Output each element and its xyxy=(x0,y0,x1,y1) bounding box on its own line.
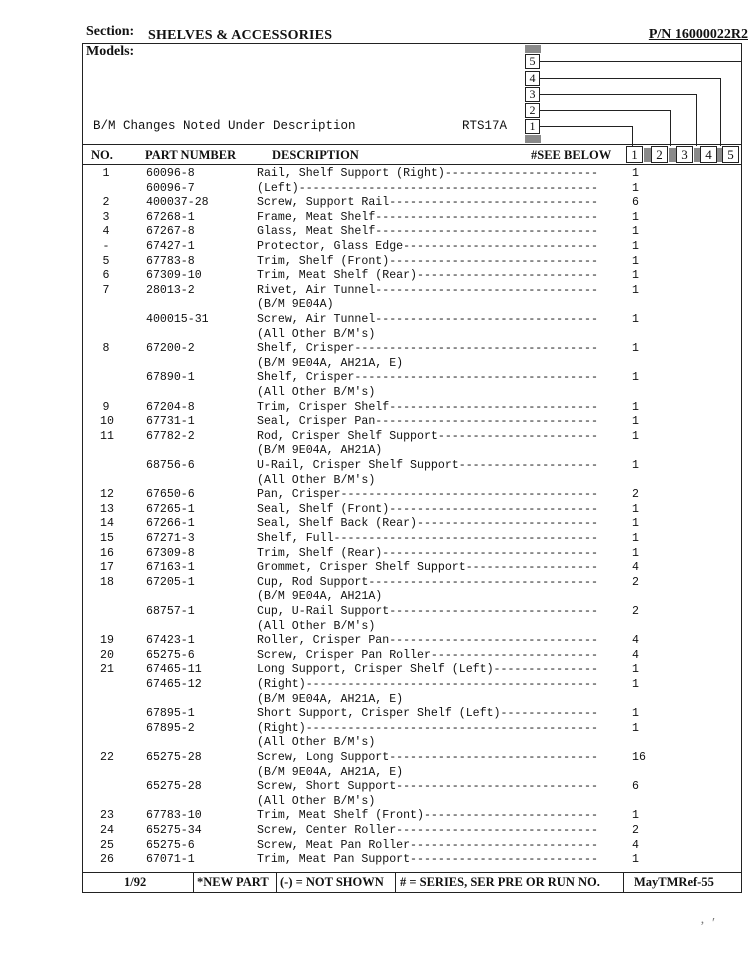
table-row: 67465-12 (Right)------------------------------------------ 1 xyxy=(146,678,639,691)
table-row: 7 28013-2 Rivet, Air Tunnel-------------------------------- 1 xyxy=(102,283,639,297)
table-row: 24 65275-34 Screw, Center Roller----------------------------- 2 xyxy=(100,824,639,837)
footer-new-part: *NEW PART xyxy=(197,875,269,889)
table-row: 17 67163-1 Grommet, Crisper Shelf Support------------------- 4 xyxy=(100,561,639,575)
column-header-see-below: #SEE BELOW xyxy=(531,148,612,162)
table-row: 8 67200-2 Shelf, Crisper----------------------------------- 1 xyxy=(102,342,639,356)
footer-reference: MayTMRef-55 xyxy=(634,875,714,889)
table-row: 19 67423-1 Roller, Crisper Pan------------------------------ 4 xyxy=(100,634,639,648)
table-row: 14 67266-1 Seal, Shelf Back (Rear)-------------------------- 1 xyxy=(100,517,639,531)
table-row: 68756-6 U-Rail, Crisper Shelf Support-------------------- 1 xyxy=(146,459,639,472)
table-row: 25 65275-6 Screw, Meat Pan Roller--------------------------- 4 xyxy=(100,838,639,852)
table-row: (All Other B/M's) xyxy=(257,473,376,487)
connector-line xyxy=(696,94,697,146)
series-box-2: 2 xyxy=(525,103,540,118)
connector-line xyxy=(632,126,633,146)
table-row: (All Other B/M's) xyxy=(257,736,376,750)
connector-line xyxy=(540,110,670,111)
connector-line xyxy=(540,94,696,95)
models-label: Models: xyxy=(86,44,135,59)
table-row: 20 65275-6 Screw, Crisper Pan Roller------------------------ 4 xyxy=(100,648,639,662)
series-column-3: 3 xyxy=(676,146,693,163)
series-column-2: 2 xyxy=(651,146,668,163)
table-row: 13 67265-1 Seal, Shelf (Front)------------------------------ 1 xyxy=(100,502,639,516)
table-row: 68757-1 Cup, U-Rail Support------------------------------ 2 xyxy=(146,605,639,618)
connector-line xyxy=(540,78,720,79)
footer-divider xyxy=(276,872,277,893)
shade-mark xyxy=(525,135,541,143)
table-row: - 67427-1 Protector, Glass Edge---------------------------- 1 xyxy=(102,240,639,253)
shade-mark xyxy=(525,45,541,53)
column-header-rule xyxy=(82,164,742,165)
table-row: 22 65275-28 Screw, Long Support------------------------------ 16 xyxy=(100,751,646,764)
table-row: (All Other B/M's) xyxy=(257,794,376,808)
connector-line xyxy=(540,61,742,62)
section-label: Section: xyxy=(86,24,135,39)
series-column-5: 5 xyxy=(722,146,739,163)
table-row: (B/M 9E04A, AH21A, E) xyxy=(257,765,404,779)
table-row: 6 67309-10 Trim, Meat Shelf (Rear)-------------------------- 1 xyxy=(102,269,639,283)
series-column-1: 1 xyxy=(626,146,643,163)
series-box-3: 3 xyxy=(525,87,540,102)
table-row: 21 67465-11 Long Support, Crisper Shelf (Left)--------------- 1 xyxy=(100,663,639,677)
table-row: (All Other B/M's) xyxy=(257,619,376,633)
table-row: 1 60096-8 Rail, Shelf Support (Right)---------------------- 1 xyxy=(102,167,639,180)
series-box-5: 5 xyxy=(525,54,540,69)
table-row: 10 67731-1 Seal, Crisper Pan-------------------------------- 1 xyxy=(100,415,639,429)
footer-series-note: # = SERIES, SER PRE OR RUN NO. xyxy=(400,875,600,889)
table-row: 400015-31 Screw, Air Tunnel-------------------------------- 1 xyxy=(146,313,639,326)
table-row: 12 67650-6 Pan, Crisper------------------------------------- 2 xyxy=(100,488,639,502)
table-row: 18 67205-1 Cup, Rod Support--------------------------------- 2 xyxy=(100,575,639,589)
table-row: (B/M 9E04A, AH21A) xyxy=(257,444,383,458)
table-row: 67895-1 Short Support, Crisper Shelf (Left)-------------- 1 xyxy=(146,707,639,721)
table-row: 60096-7 (Left)------------------------------------------- 1 xyxy=(146,181,639,195)
table-row: 5 67783-8 Trim, Shelf (Front)------------------------------ 1 xyxy=(102,254,639,268)
column-header-no: NO. xyxy=(91,148,113,162)
table-row: (All Other B/M's) xyxy=(257,327,376,341)
series-column-4: 4 xyxy=(700,146,717,163)
section-title: SHELVES & ACCESSORIES xyxy=(148,28,333,43)
table-row: 23 67783-10 Trim, Meat Shelf (Front)------------------------- 1 xyxy=(100,809,639,823)
table-row: (B/M 9E04A) xyxy=(257,298,334,312)
connector-line xyxy=(720,78,721,146)
bm-changes-note: B/M Changes Noted Under Description xyxy=(93,119,356,133)
table-row: 67895-2 (Right)------------------------------------------ 1 xyxy=(146,721,639,735)
column-header-description: DESCRIPTION xyxy=(272,148,359,162)
table-row: 16 67309-8 Trim, Shelf (Rear)------------------------------- 1 xyxy=(100,546,639,560)
footer-divider xyxy=(395,872,396,893)
table-row: (All Other B/M's) xyxy=(257,386,376,399)
series-box-4: 4 xyxy=(525,71,540,86)
header-rule xyxy=(82,144,742,145)
table-row: 4 67267-8 Glass, Meat Shelf-------------------------------- 1 xyxy=(102,225,639,239)
connector-line xyxy=(741,61,742,146)
table-row: 9 67204-8 Trim, Crisper Shelf------------------------------ 1 xyxy=(102,400,639,414)
connector-line xyxy=(540,126,632,127)
scan-mark: ‚ xyxy=(700,912,705,927)
footer-date: 1/92 xyxy=(124,875,147,889)
table-row: 26 67071-1 Trim, Meat Pan Support--------------------------- 1 xyxy=(100,853,639,867)
table-row: 3 67268-1 Frame, Meat Shelf-------------------------------- 1 xyxy=(102,210,639,224)
footer-rule xyxy=(82,872,742,873)
table-row: (B/M 9E04A, AH21A) xyxy=(257,590,383,604)
footer-divider xyxy=(623,872,624,893)
footer-not-shown: (-) = NOT SHOWN xyxy=(280,875,384,889)
series-box-1: 1 xyxy=(525,119,540,134)
table-row: (B/M 9E04A, AH21A, E) xyxy=(257,356,404,370)
scan-mark: ′ xyxy=(712,916,716,931)
table-row: 11 67782-2 Rod, Crisper Shelf Support----------------------- 1 xyxy=(100,429,639,443)
model-code: RTS17A xyxy=(462,119,508,133)
table-row: (B/M 9E04A, AH21A, E) xyxy=(257,692,404,706)
table-row: 2 400037-28 Screw, Support Rail------------------------------ 6 xyxy=(102,196,639,210)
footer-divider xyxy=(193,872,194,893)
part-number: P/N 16000022R2 xyxy=(648,27,748,42)
column-header-part-number: PART NUMBER xyxy=(145,148,237,162)
connector-line xyxy=(670,110,671,146)
table-row: 15 67271-3 Shelf, Full-------------------------------------- 1 xyxy=(100,532,639,545)
table-row: 67890-1 Shelf, Crisper----------------------------------- 1 xyxy=(146,371,639,385)
table-row: 65275-28 Screw, Short Support----------------------------- 6 xyxy=(146,780,639,794)
